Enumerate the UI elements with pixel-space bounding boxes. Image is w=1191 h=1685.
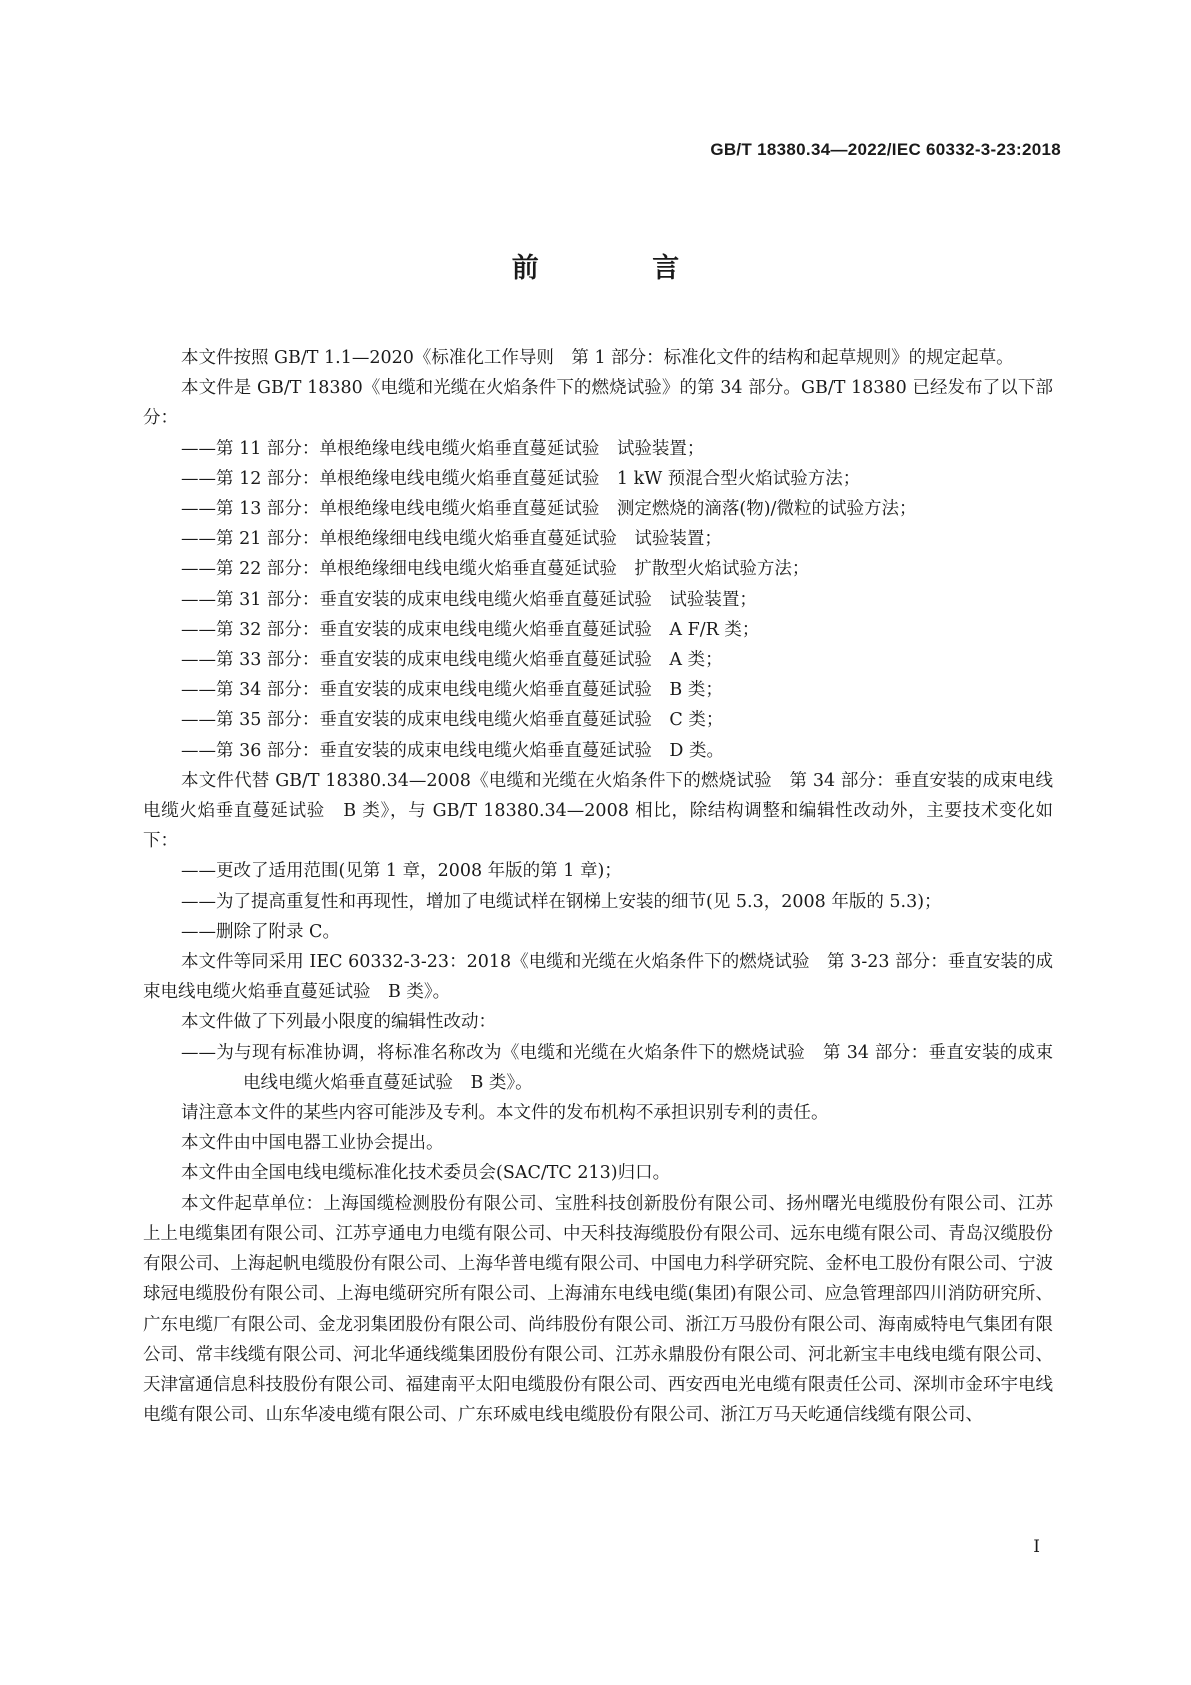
document-body: [143, 343, 1053, 1430]
list-item-editorial-change: ——为与现有标准协调，将标准名称改为《电缆和光缆在火焰条件下的燃烧试验 第 34 部分：垂直安装的成束电线电缆火焰垂直蔓延试验 B 类》。: [181, 1042, 1053, 1093]
paragraph-iec-adoption: 本文件等同采用 IEC 60332-3-23：2018《电缆和光缆在火焰条件下的燃烧试验 第 3-23 部分：垂直安装的成束电线电缆火焰垂直蔓延试验 B 类》。: [143, 952, 1053, 1003]
paragraph-replacement: 本文件代替 GB/T 18380.34—2008《电缆和光缆在火焰条件下的燃烧试验 第 34 部分：垂直安装的成束电线电缆火焰垂直蔓延试验 B 类》，与 GB/T 18380.34—2008 相比，除结构调整和编辑性改动外，主要技术变化如下：: [143, 770, 1053, 852]
list-item-part-35: ——第 35 部分：垂直安装的成束电线电缆火焰垂直蔓延试验 C 类；: [181, 710, 724, 731]
paragraph-series-intro: 本文件是 GB/T 18380《电缆和光缆在火焰条件下的燃烧试验》的第 34 部分。GB/T 18380 已经发布了以下部分：: [143, 378, 1053, 429]
page-number: I: [1033, 1537, 1040, 1557]
list-item-change-mounting: ——为了提高重复性和再现性，增加了电缆试样在钢梯上安装的细节(见 5.3，2008 年版的 5.3)；: [181, 891, 942, 912]
paragraph-committee: 本文件由全国电线电缆标准化技术委员会(SAC/TC 213)归口。: [181, 1163, 671, 1184]
list-item-part-22: ——第 22 部分：单根绝缘细电线电缆火焰垂直蔓延试验 扩散型火焰试验方法；: [181, 559, 810, 580]
list-item-part-36: ——第 36 部分：垂直安装的成束电线电缆火焰垂直蔓延试验 D 类。: [181, 740, 724, 761]
list-item-part-34: ——第 34 部分：垂直安装的成束电线电缆火焰垂直蔓延试验 B 类；: [181, 680, 723, 701]
list-item-part-13: ——第 13 部分：单根绝缘电线电缆火焰垂直蔓延试验 测定燃烧的滴落(物)/微粒的试验方法；: [181, 499, 917, 520]
paragraph-drafting-units: 本文件起草单位：上海国缆检测股份有限公司、宝胜科技创新股份有限公司、扬州曙光电缆股份有限公司、江苏上上电缆集团有限公司、江苏亨通电力电缆有限公司、中天科技海缆股份有限公司、远东电缆有限公司、青岛汉缆股份有限公司、上海起帆电缆股份有限公司、上海华普电缆有限公司、中国电力科学研究院、金杯电工股份有限公司、宁波球冠电缆股份有限公司、上海电缆研究所有限公司、上海浦东电线电缆(集团)有限公司、应急管理部四川消防研究所、广东电缆厂有限公司、金龙羽集团股份有限公司、尚纬股份有限公司、浙江万马股份有限公司、海南威特电气集团有限公司、常丰线缆有限公司、河北华通线缆集团股份有限公司、江苏永鼎股份有限公司、河北新宝丰电线电缆有限公司、天津富通信息科技股份有限公司、福建南平太阳电缆股份有限公司、西安西电光电缆有限责任公司、深圳市金环宇电线电缆有限公司、山东华凌电缆有限公司、广东环威电线电缆股份有限公司、浙江万马天屹通信线缆有限公司、: [143, 1193, 1053, 1426]
list-item-part-21: ——第 21 部分：单根绝缘细电线电缆火焰垂直蔓延试验 试验装置；: [181, 529, 722, 550]
list-item-part-11: ——第 11 部分：单根绝缘电线电缆火焰垂直蔓延试验 试验装置；: [181, 438, 705, 459]
list-item-part-12: ——第 12 部分：单根绝缘电线电缆火焰垂直蔓延试验 1 kW 预混合型火焰试验方法；: [181, 468, 861, 489]
paragraph-patent-notice: 请注意本文件的某些内容可能涉及专利。本文件的发布机构不承担识别专利的责任。: [181, 1103, 829, 1124]
list-item-part-31: ——第 31 部分：垂直安装的成束电线电缆火焰垂直蔓延试验 试验装置；: [181, 589, 757, 610]
list-item-change-scope: ——更改了适用范围(见第 1 章，2008 年版的第 1 章)；: [181, 861, 622, 882]
list-item-part-32: ——第 32 部分：垂直安装的成束电线电缆火焰垂直蔓延试验 A F/R 类；: [181, 619, 760, 640]
list-item-part-33: ——第 33 部分：垂直安装的成束电线电缆火焰垂直蔓延试验 A 类；: [181, 650, 723, 671]
list-item-change-annex: ——删除了附录 C。: [181, 921, 340, 942]
paragraph-drafting-rules: 本文件按照 GB/T 1.1—2020《标准化工作导则 第 1 部分：标准化文件的结构和起草规则》的规定起草。: [181, 348, 1014, 368]
standard-code-header: GB/T 18380.34—2022/IEC 60332-3-23:2018: [710, 140, 1061, 159]
paragraph-proposer: 本文件由中国电器工业协会提出。: [181, 1133, 444, 1154]
paragraph-editorial-intro: 本文件做了下列最小限度的编辑性改动：: [181, 1012, 496, 1033]
page-title: 前 言: [511, 253, 732, 284]
